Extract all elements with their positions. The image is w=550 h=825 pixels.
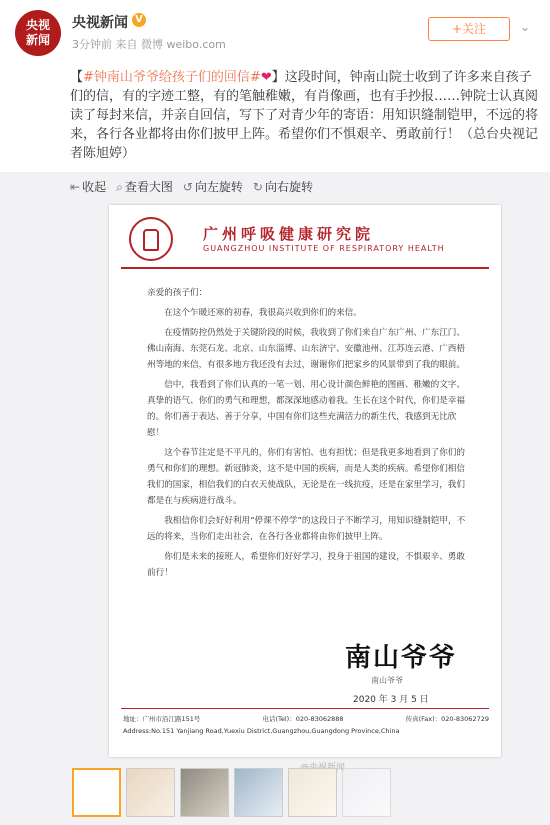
- post-header: [0, 0, 550, 64]
- heart-icon: ❤: [260, 70, 272, 85]
- letter-paragraph: 我相信你们会好好利用“停课不停学”的这段日子不断学习，用知识缝制铠甲，不远的将来，当你们走出社会，在各行各业都将由你们披甲上阵。: [147, 516, 466, 542]
- thumbnail-5[interactable]: [288, 768, 337, 817]
- view-large-label: 查看大图: [124, 180, 173, 194]
- rotate-left-label: 向左旋转: [194, 180, 243, 194]
- rotate-left-button[interactable]: [183, 178, 243, 196]
- verified-badge-icon: V: [132, 13, 146, 27]
- chevron-down-icon[interactable]: ⌄: [520, 20, 531, 34]
- letter-image[interactable]: [109, 205, 501, 757]
- printed-signature: 南山爷爷: [371, 676, 403, 685]
- letter-paragraph: 在疫情防控仍然处于关键阶段的时候，我收到了你们来自广东广州、广东江门、佛山南海、东莞石龙、北京、山东淄博、山东济宁、安徽池州、江苏连云港、广西梧州等地的来信，有很多地方我还没有去过，谢谢你们把家乡的风景带到了我的眼前。: [147, 328, 465, 370]
- letter-paragraph: 你们是未来的接班人，希望你们好好学习，投身于祖国的建设，不惧艰辛、勇敢前行！: [147, 552, 465, 578]
- image-toolbar: [70, 178, 313, 196]
- letter-footer: [123, 713, 489, 737]
- handwritten-signature: 南山爷爷: [345, 643, 458, 673]
- letter-greeting: 亲爱的孩子们：: [147, 288, 208, 298]
- avatar-line2: 新闻: [25, 33, 50, 47]
- letterhead-subtitle: GUANGZHOU INSTITUTE OF RESPIRATORY HEALTH: [203, 244, 445, 253]
- letterhead-divider: [121, 267, 489, 269]
- thumbnail-6[interactable]: [342, 768, 391, 817]
- institute-logo: [129, 217, 173, 261]
- follow-button[interactable]: +关注: [428, 17, 510, 41]
- collapse-label: 收起: [82, 180, 107, 194]
- thumbnail-3[interactable]: [180, 768, 229, 817]
- letterhead-title: 广州呼吸健康研究院: [203, 225, 375, 243]
- collapse-button[interactable]: [70, 178, 106, 196]
- avatar-line1: 央视: [25, 18, 50, 32]
- magnify-icon: ⌕: [116, 180, 123, 194]
- topic-tag[interactable]: #钟南山爷爷给孩子们的回信#: [83, 70, 261, 85]
- letter-paragraph: 在这个乍暖还寒的初春，我很高兴收到你们的来信。: [164, 308, 362, 318]
- address-cn: 地址：广州市沿江路151号: [123, 715, 201, 723]
- username[interactable]: 央视新闻: [72, 15, 128, 31]
- post-meta: 3分钟前 来自 微博 weibo.com: [72, 38, 226, 51]
- open-bracket: 【: [70, 70, 84, 85]
- phone: 电话(Tel)：020-83062888: [262, 715, 344, 723]
- thumbnail-4[interactable]: [234, 768, 283, 817]
- thumbnail-strip: [72, 768, 391, 817]
- letter-date: 2020 年 3 月 5 日: [353, 695, 429, 705]
- collapse-icon: ⇤: [70, 180, 81, 194]
- avatar[interactable]: [15, 10, 61, 56]
- letter-body: [147, 285, 467, 585]
- post-body: 这段时间，钟南山院士收到了许多来自孩子们的信，有的字迹工整，有的笔触稚嫩，有肖像画，也有手抄报……钟院士认真阅读了每封来信，并亲自回信，写下了对青少年的寄语：用知识缝制铠甲，不远的将来，各行各业都将由你们披甲上阵。希望你们不惧艰辛、勇敢前行！（总台央视记者陈旭婷）: [70, 70, 539, 161]
- close-bracket: 】: [271, 70, 285, 85]
- letter-paragraph: 这个春节注定是不平凡的，你们有害怕、也有担忧；但是我更多地看到了你们的勇气和你们的理想。新冠肺炎，这不是中国的疾病，而是人类的疾病。希望你们相信我们的国家，相信我们的白衣天使战队，无论是在一线抗疫，还是在家里学习，我们都是在与疾病进行战斗。: [147, 448, 465, 506]
- rotate-right-icon: ↻: [252, 180, 263, 194]
- fax: 传真(Fax)：020-83062729: [405, 715, 489, 723]
- letter-paragraph: 信中，我看到了你们认真的一笔一划、用心设计颜色鲜艳的图画、稚嫩的文字、真挚的语气、你们的勇气和理想，都深深地感动着我。生长在这个时代，你们是幸福的。你们善于表达、善于分享，中国有你们这些充满活力的新生代，我感到无比欣慰！: [147, 380, 465, 438]
- footer-divider: [121, 708, 489, 709]
- rotate-left-icon: ↺: [182, 180, 193, 194]
- thumbnail-2[interactable]: [126, 768, 175, 817]
- view-large-button[interactable]: [116, 178, 173, 196]
- thumbnail-1[interactable]: [72, 768, 121, 817]
- address-en: Address:No.151 Yanjiang Road,Yuexiu District,Guangzhou,Guangdong Province,China: [123, 727, 400, 735]
- rotate-right-label: 向右旋转: [264, 180, 313, 194]
- rotate-right-button[interactable]: [253, 178, 313, 196]
- post-text: [70, 68, 538, 163]
